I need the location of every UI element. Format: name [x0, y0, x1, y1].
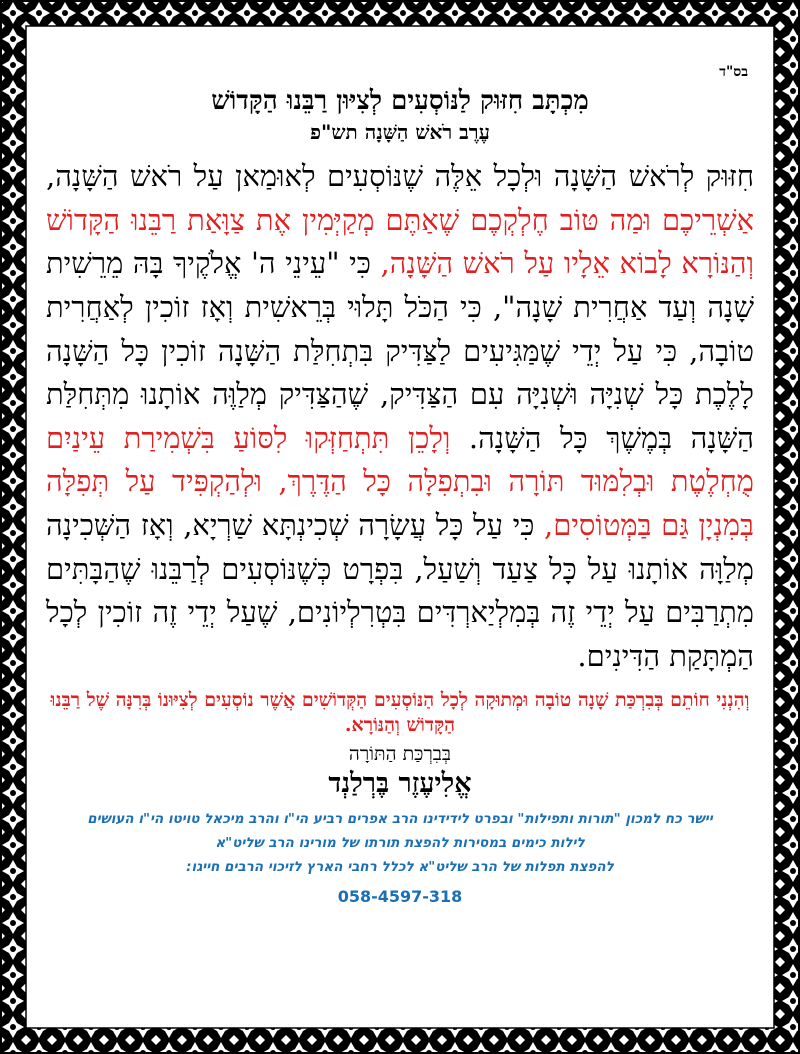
body-segment: חִזּוּק לְרֹאשׁ הַשָּׁנָה וּלְכָל אֵלֶּה שֶׁנּוֹסְעִים לְאוּמַאן עַל רֹאשׁ הַשָּׁנָה, — [46, 159, 754, 194]
phone-number[interactable]: 058-4597-318 — [337, 887, 463, 907]
credits-line: לילות כימים במסירות להפצת תורתו של מורינו הרב שליט"א — [215, 835, 585, 852]
credits-line: יישר כח למכון "תורות ותפילות" ובפרט לידידינו הרב אפרים רביע הי"ו והרב מיכאל טויטו הי"ו העושים — [87, 811, 713, 828]
letter-content — [38, 40, 762, 1014]
letter-title: מִכְתָּב חִזּוּק לַנּוֹסְעִים לְצִיּוּן רַבֵּנוּ הַקָּדוֹשׁ — [211, 86, 589, 116]
letter-date: עֶרֶב רֹאשׁ הַשָּׁנָה תש"פ — [310, 120, 490, 145]
signature: אֱלִיעֶזֶר בֶּרְלַנְד — [328, 768, 472, 800]
bsd-heading: בס"ד — [719, 64, 748, 80]
body-segment: כִּי עַל כָּל עֲשָׂרָה שְׁכִינְתָּא שַׁרְיָא, וְאָז הַשְּׁכִינָה מְלַוָּה אוֹתָנוּ עַל כָּל צַעַד וְשַׁעַל, בִּפְרָט כְּשֶׁנּוֹסְעִים לְרַבֵּנוּ שֶׁהַבָּתִּים מִתְרַבִּים עַל יְדֵי זֶה בְּמִלְיַארְדִּים בִּטְרִלְיוֹנִים, שֶׁעַל יְדֵי זֶה זוֹכִין לְכָל הַמְתָּקַת הַדִּינִים. — [46, 507, 754, 673]
body-segment-highlight: וְלָכֵן תִּתְחַזְּקוּ לִסּוֹעַ בִּשְׁמִירַת עֵינַיִם מֻחְלֶטֶת וּבְלִמּוּד תּוֹרָה וּבִתְפִלָּה כָּל הַדֶּרֶךְ, וּלְהַקְפִּיד עַל תְּפִלָּה בְּמִנְיָן גַּם בַּמְּטוֹסִים, — [46, 420, 754, 542]
credits-block — [38, 807, 762, 909]
credits-line: להפצת תפלות של הרב שליט"א לכלל רחבי הארץ לזיכוי הרבים חייגו: — [186, 859, 614, 876]
blessing-line: בְּבִרְכַּת הַתּוֹרָה — [348, 743, 452, 766]
body-segment: כִּי "עֵינֵי ה' אֱלֹקֶיךָ בָּהּ מֵרֵשִׁית שָׁנָה וְעַד אַחֲרִית שָׁנָה", כִּי הַכֹּל תָּלוּי בְּרֵאשִׁית וְאָז זוֹכִין לְאַחֲרִית טוֹבָה, כִּי עַל יְדֵי שֶׁמַּגִּיעִים לַצַּדִּיק בִּתְחִלַּת הַשָּׁנָה זוֹכִין כָּל הַשָּׁנָה לָלֶכֶת כָּל שְׁנִיָּה וּשְׁנִיָּה עִם הַצַּדִּיק, שֶׁהַצַּדִּיק מְלַוֶּה אוֹתָנוּ מִתְּחִלַּת הַשָּׁנָה בְּמֶשֶׁךְ כָּל הַשָּׁנָה. — [46, 246, 754, 455]
closing-blessing: וְהִנְנִי חוֹתֵם בְּבִרְכַּת שָׁנָה טוֹבָה וּמְתוּקָה לְכָל הַנּוֹסְעִים הַקְּדוֹשִׁים אֲשֶׁר נוֹסְעִים לְצִיּוּנוֹ בְּרִנָּה שֶׁל רַבֵּנוּ הַקָּדוֹשׁ וְהַנּוֹרָא. — [50, 689, 750, 737]
body-segment-highlight: אַשְׁרֵיכֶם וּמַה טּוֹב חֶלְקְכֶם שֶׁאַתֶּם מְקַיְּמִין אֶת צַוָּאַת רַבֵּנוּ הַקָּדוֹשׁ וְהַנּוֹרָא לָבוֹא אֵלָיו עַל רֹאשׁ הַשָּׁנָה, — [46, 202, 755, 281]
letter-body — [46, 155, 754, 678]
